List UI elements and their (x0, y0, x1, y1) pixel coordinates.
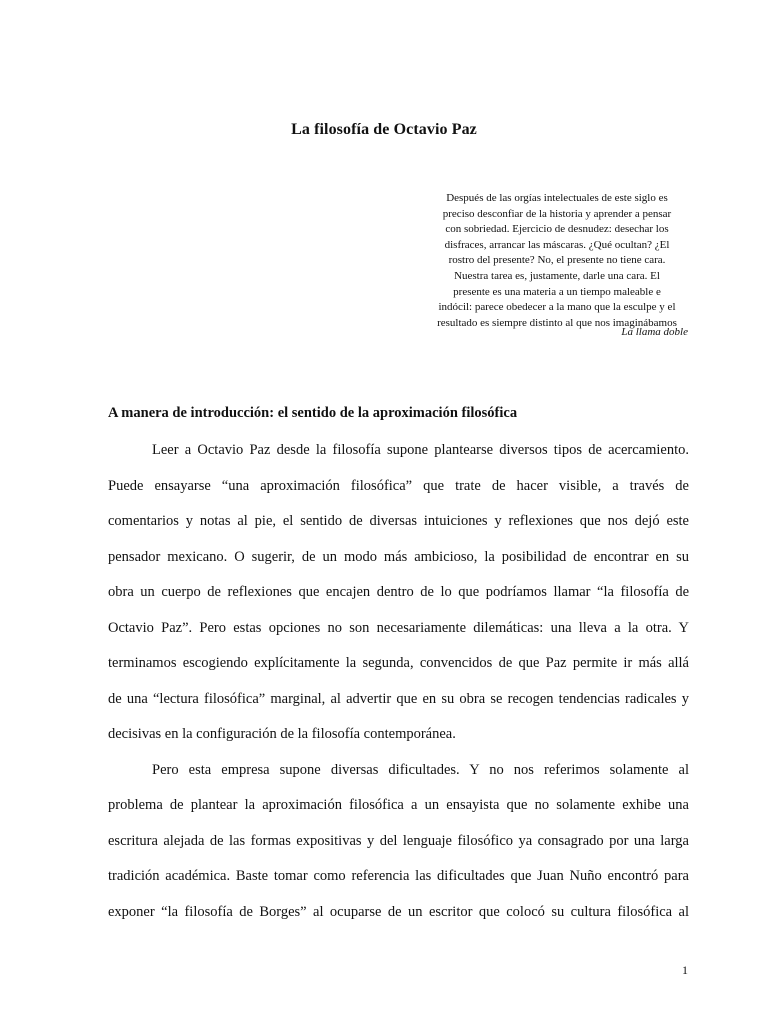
epigraph-line: Después de las orgías intelectuales de este siglo es (446, 192, 668, 204)
paragraph-line: comentarios y notas al pie, el sentido de diversas intuiciones y reflexiones que nos dejó este (108, 513, 689, 529)
epigraph (424, 191, 690, 331)
paragraph-line: terminamos escogiendo explícitamente la segunda, convencidos de que Paz permite ir más allá (108, 655, 689, 671)
epigraph-line: indócil: parece obedecer a la mano que la esculpe y el (438, 301, 676, 314)
paragraph-line: Octavio Paz”. Pero estas opciones no son necesariamente dilemáticas: una lleva a la otra. Y (108, 619, 689, 636)
paragraph-line: problema de plantear la aproximación filosófica a un ensayista que no solamente exhibe una (108, 797, 689, 813)
epigraph-line: Nuestra tarea es, justamente, darle una cara. El (454, 269, 660, 282)
paragraph-line: exponer “la filosofía de Borges” al ocuparse de un escritor que colocó su cultura filosófica al (108, 903, 689, 920)
paragraph-line: Puede ensayarse “una aproximación filosófica” que trate de hacer visible, a través de (108, 477, 689, 494)
epigraph-source: La llama doble (621, 326, 688, 338)
body-text (108, 433, 689, 930)
epigraph-line: presente es una materia a un tiempo maleable e (453, 285, 661, 298)
paragraph-line: pensador mexicano. O sugerir, de un modo más ambicioso, la posibilidad de encontrar en su (108, 548, 689, 565)
epigraph-line: con sobriedad. Ejercicio de desnudez: desechar los (445, 223, 669, 236)
paragraph-line: obra un cuerpo de reflexiones que encajen dentro de lo que podríamos llamar “la filosofía de (108, 584, 689, 600)
paragraph-line: decisivas en la configuración de la filosofía contemporánea. (108, 726, 456, 742)
document-title: La filosofía de Octavio Paz (291, 121, 477, 138)
section-heading: A manera de introducción: el sentido de la aproximación filosófica (108, 405, 518, 421)
paragraph-line: Pero esta empresa supone diversas dificultades. Y no nos referimos solamente al (152, 761, 689, 778)
epigraph-line: resultado es siempre distinto al que nos imaginábamos (437, 316, 677, 329)
epigraph-line: preciso desconfiar de la historia y aprender a pensar (442, 207, 672, 220)
paragraph-line: Leer a Octavio Paz desde la filosofía supone plantearse diversos tipos de acercamiento. (152, 442, 689, 458)
epigraph-line: rostro del presente? No, el presente no tiene cara. (448, 254, 666, 267)
page-number: 1 (682, 963, 688, 977)
epigraph-line: disfraces, arrancar las máscaras. ¿Qué ocultan? ¿El (444, 238, 670, 251)
paragraph-line: tradición académica. Baste tomar como referencia las dificultades que Juan Nuño encontró para (108, 868, 689, 884)
paragraph-line: escritura alejada de las formas expositivas y del lenguaje filosófico ya consagrado por una larga (108, 832, 689, 849)
paragraph-line: de una “lectura filosófica” marginal, al advertir que en su obra se recogen tendencias radicales y (108, 690, 689, 707)
